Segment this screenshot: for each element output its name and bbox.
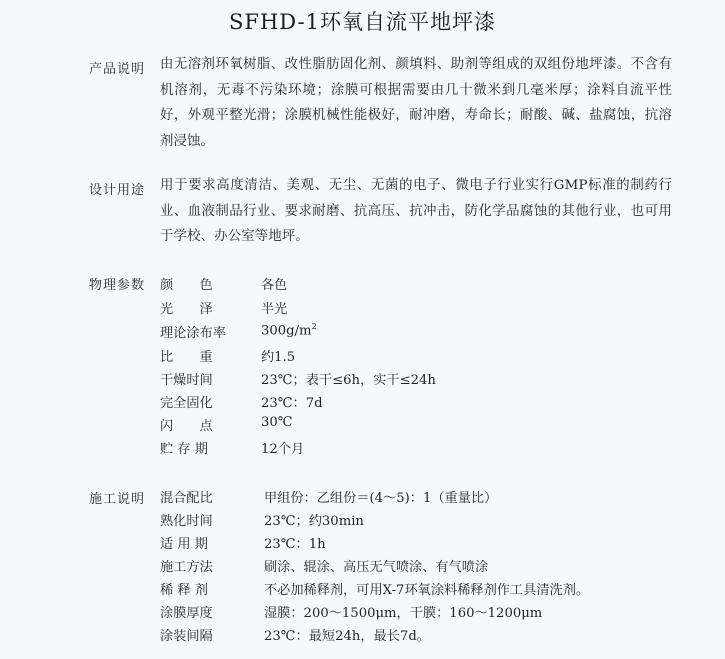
param-value: 12个月 — [261, 442, 305, 457]
param-value-main: 300g/m — [261, 323, 312, 339]
param-label: 比 重 — [160, 350, 213, 365]
step-label: 熟化时间 — [160, 514, 213, 529]
step-value: 23℃：最短24h，最长7d。 — [264, 629, 430, 644]
param-value: 23℃：7d — [261, 396, 323, 411]
param-label: 光 泽 — [160, 302, 213, 317]
usage-text: 用于要求高度清洁、美观、无尘、无菌的电子、微电子行业实行GMP标准的制药行业、血液制品行业、要求耐磨、抗高压、抗冲击，防化学品腐蚀的其他行业，也可用于学校、办公室等地坪。 — [160, 178, 672, 244]
step-value: 不必加稀释剂，可用X-7环氧涂料稀释剂作工具清洗剂。 — [264, 583, 590, 598]
section-label-usage: 设计用途 — [89, 183, 146, 198]
step-value: 23℃：1h — [264, 537, 326, 552]
step-value: 甲组份：乙组份＝(4～5)：1（重量比） — [264, 491, 498, 506]
param-value-sup: 2 — [311, 322, 317, 331]
step-value: 刷涂、辊涂、高压无气喷涂、有气喷涂 — [264, 560, 489, 575]
section-label-description: 产品说明 — [89, 62, 146, 77]
description-text: 由无溶剂环氧树脂、改性脂肪固化剂、颜填料、助剂等组成的双组份地坪漆。不含有机溶剂，无毒不污染环境；涂膜可根据需要由几十微米到几毫米厚；涂料自流平性好，外观平整光滑；涂膜机械性能极好，耐冲磨，寿命长；耐酸、碱、盐腐蚀，抗溶剂浸蚀。 — [160, 57, 672, 149]
step-label: 施工方法 — [160, 560, 213, 575]
param-label: 干燥时间 — [160, 373, 213, 388]
step-label: 混合配比 — [160, 491, 213, 506]
section-label-physical: 物理参数 — [89, 278, 146, 293]
step-value: 湿膜：200～1500μm，干膜：160～1200μm — [264, 606, 543, 621]
param-label: 贮 存 期 — [160, 442, 208, 457]
param-label: 完全固化 — [160, 396, 213, 411]
param-value: 30℃ — [261, 415, 293, 430]
param-value — [261, 322, 317, 338]
step-label: 涂膜厚度 — [160, 606, 213, 621]
step-label: 稀 释 剂 — [160, 583, 208, 598]
param-label: 理论涂布率 — [160, 326, 226, 341]
param-value: 23℃；表干≤6h，实干≤24h — [261, 373, 436, 388]
param-value: 各色 — [261, 278, 288, 293]
document-title: SFHD-1环氧自流平地坪漆 — [229, 10, 496, 34]
step-label: 适 用 期 — [160, 537, 208, 552]
param-label: 颜 色 — [160, 278, 213, 293]
step-label: 涂装间隔 — [160, 629, 213, 644]
step-value: 23℃；约30min — [264, 514, 364, 529]
section-label-application: 施工说明 — [89, 492, 146, 507]
param-label: 闪 点 — [160, 419, 213, 434]
param-value: 半光 — [261, 302, 288, 317]
param-value: 约1.5 — [261, 350, 296, 365]
